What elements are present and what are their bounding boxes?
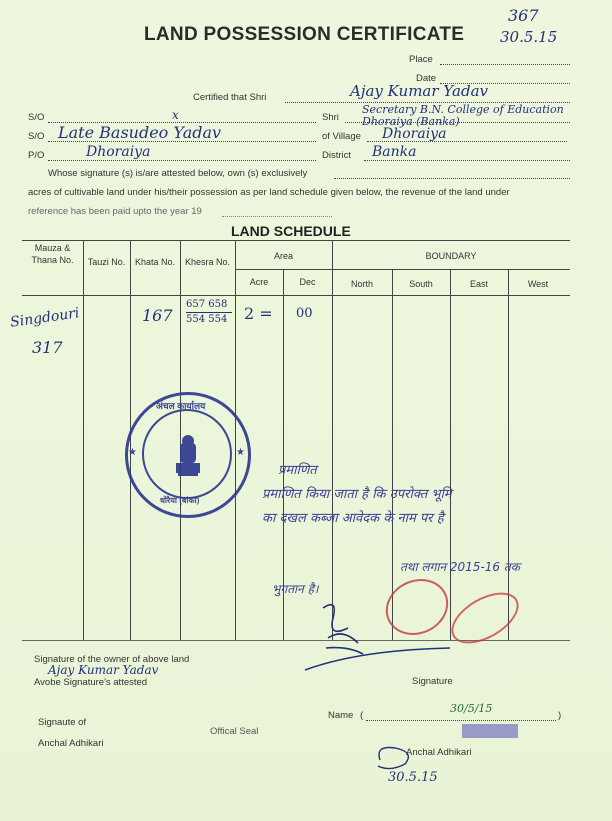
so1-label: S/O [28,112,45,123]
name-line [366,720,556,721]
village-value: Dhoraiya [382,126,447,142]
so2-label: S/O [28,131,45,142]
col-sep-6 [332,240,333,640]
header-khesra: Khesra No. [184,257,231,267]
schedule-sub-border [235,269,570,270]
emblem-icon [170,433,206,477]
para-line-3: reference has been paid upto the year 19 [28,206,202,217]
col-sep-8 [450,269,451,640]
office-stamp [125,392,251,518]
row-dec: 00 [296,306,313,321]
para-line-1: Whose signature (s) is/are attested below, own (s) exclusively [48,168,308,179]
date-label: Date [416,73,437,84]
page-title: LAND POSSESSION CERTIFICATE [144,24,465,45]
col-sep-1 [83,240,84,640]
po-label: P/O [28,150,45,161]
signaute-label: Signaute of [38,717,87,728]
attested-label: Avobe Signature's attested [34,677,148,688]
para-line-2: acres of cultivable land under his/their possession as per land schedule given below, the revenue of the land under [28,187,510,198]
red-office-stamp [377,569,458,645]
certified-name: Ajay Kumar Yadav [350,82,489,100]
col-sep-7 [392,269,393,640]
khesra-divider [186,312,232,313]
shri-value: Secretary B.N. College of Education Dhoraiya (Banka) [362,103,564,128]
serial-date: 30.5.15 [500,28,558,46]
blue-ink-stamp [462,724,518,738]
schedule-top-border [22,240,570,241]
signature-label: Signature [412,676,453,687]
header-dec: Dec [299,277,316,287]
header-north: North [350,279,373,289]
hindi-note-line-3: का दखल कब्जा आवेदक के नाम पर है [262,511,444,526]
anchal-adhikari-label: Anchal Adhikari [38,738,104,749]
official-seal-label: Offical Seal [210,726,259,737]
hindi-note-line-5: भुगतान है। [272,582,319,596]
hindi-note-line-2: प्रमाणित किया जाता है कि उपरोक्त भूमि [262,487,452,502]
stamp-top-text: अंचल कार्यालय [156,401,206,411]
name-label: Name [328,710,354,721]
anchal-signature-icon [370,740,430,774]
header-east: East [469,279,488,289]
schedule-bottom-border [22,640,570,641]
stamp-bottom-text: धोरैया (बांका) [160,496,200,505]
anchal-adhikari-signature-label: Anchal Adhikari [406,747,472,758]
name-paren-open: ( [360,710,364,721]
row-acre: 2 = [244,304,273,323]
header-khata: Khata No. [134,257,176,267]
place-label: Place [409,54,433,65]
hindi-note-line-4: तथा लगान 2015-16 तक [400,560,520,574]
name-value: 30/5/15 [450,702,493,715]
certified-label: Certified that Shri [193,92,267,103]
po-value: Dhoraiya [86,144,151,160]
header-south: South [409,279,433,289]
header-area: Area [273,251,293,261]
village-label: of Village [322,131,361,142]
stamp-star-left-icon: ★ [128,447,137,458]
header-acre: Acre [249,277,269,287]
header-mauza: Mauza & Thana No. [31,243,74,265]
header-tauzi: Tauzi No. [87,257,126,267]
header-boundary: BOUNDARY [425,251,477,261]
owner-signature-label: Signature of the owner of above land [34,654,190,665]
schedule-header-bottom [22,295,570,296]
row-khesra-top: 657 658 [186,299,228,310]
row-khata: 167 [142,306,173,325]
row-thana: 317 [32,338,63,357]
para-line-3-blank [222,216,332,217]
col-sep-9 [508,269,509,640]
row-khesra-bottom: 554 554 [186,314,228,325]
header-west: West [527,279,549,289]
district-line [364,160,570,161]
owner-signature-value: Ajay Kumar Yadav [48,663,159,677]
schedule-title: LAND SCHEDULE [231,223,351,239]
so1-value: x [172,108,179,122]
stamp-star-right-icon: ★ [236,447,245,458]
para-line-1-blank [334,178,570,179]
district-label: District [322,150,352,161]
so2-value: Late Basudeo Yadav [58,123,222,142]
district-value: Banka [372,144,417,160]
po-line [48,160,316,161]
bottom-date: 30.5.15 [388,770,438,785]
row-mauza: Singdouri [9,305,81,331]
serial-number: 367 [508,6,539,25]
place-line [440,64,570,65]
shri-label: Shri [322,112,339,123]
long-signature-line-icon [300,640,460,680]
name-paren-close: ) [558,710,562,721]
hindi-note-heading: प्रमाणित [278,463,317,478]
